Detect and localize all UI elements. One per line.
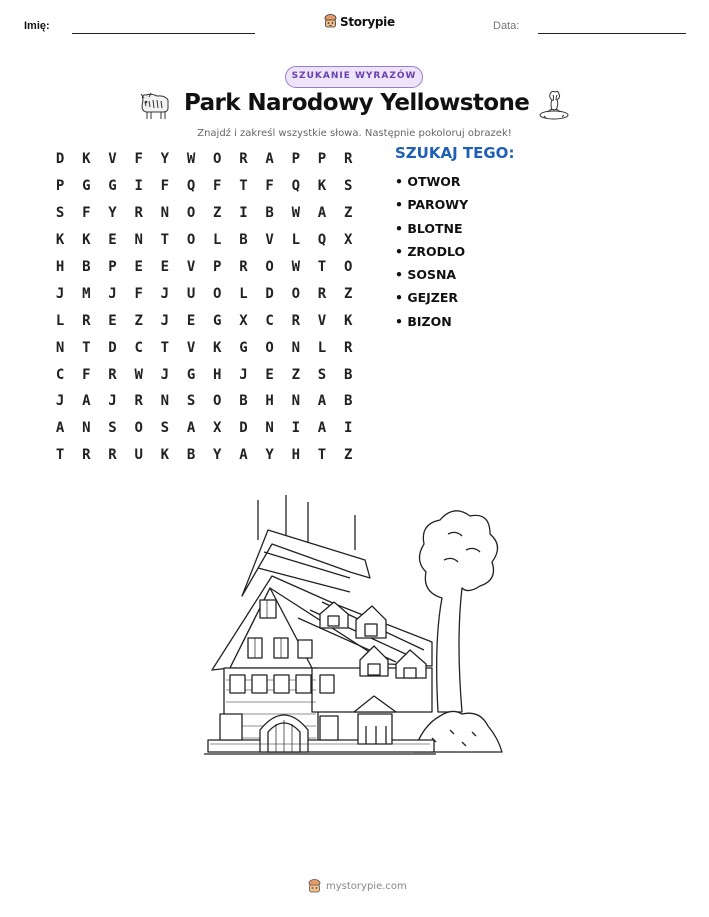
footer [308, 879, 407, 894]
grid-cell[interactable]: R [108, 447, 117, 464]
worksheet-header [0, 14, 709, 44]
grid-cell[interactable]: E [160, 259, 170, 275]
grid-cell[interactable]: H [213, 366, 222, 383]
grid-cell[interactable]: L [317, 339, 327, 356]
grid-cell[interactable]: H [291, 447, 300, 464]
grid-row [47, 146, 361, 173]
grid-cell[interactable]: O [343, 259, 353, 275]
word-list-item: • BLOTNE [395, 220, 463, 236]
grid-row [47, 415, 361, 442]
grid-cell[interactable]: C [134, 339, 143, 356]
grid-cell[interactable]: L [291, 232, 300, 249]
grid-cell[interactable]: P [291, 151, 300, 168]
grid-cell[interactable]: W [134, 366, 143, 383]
grid-cell[interactable]: G [213, 312, 222, 329]
pie-mascot-icon [324, 14, 337, 29]
grid-cell[interactable]: N [160, 393, 170, 410]
grid-row [47, 280, 361, 307]
grid-cell[interactable]: V [186, 339, 196, 356]
grid-cell[interactable]: U [186, 285, 196, 302]
grid-cell[interactable]: Z [134, 312, 143, 329]
date-label: Data: [493, 20, 520, 32]
grid-cell[interactable]: K [160, 447, 170, 464]
grid-cell[interactable]: B [82, 259, 91, 275]
grid-cell[interactable]: A [265, 151, 274, 168]
page-title: Park Narodowy Yellowstone [184, 90, 530, 116]
grid-cell[interactable]: O [134, 420, 143, 437]
grid-cell[interactable]: U [134, 447, 143, 464]
grid-cell[interactable]: Z [343, 285, 353, 302]
grid-cell[interactable]: Y [213, 447, 222, 464]
grid-row [47, 361, 361, 388]
word-list-item: • PAROWY [395, 197, 469, 213]
word-list [395, 144, 514, 333]
grid-row [47, 334, 361, 361]
grid-row [47, 254, 361, 281]
grid-cell[interactable]: D [239, 420, 248, 437]
grid-cell[interactable]: K [343, 312, 353, 329]
grid-cell[interactable]: F [134, 285, 143, 302]
grid-cell[interactable]: O [265, 259, 274, 275]
grid-cell[interactable]: J [160, 285, 170, 302]
word-list-item: • BIZON [395, 313, 452, 329]
grid-cell[interactable]: Z [343, 447, 353, 464]
grid-cell[interactable]: W [186, 151, 196, 168]
grid-cell[interactable]: P [108, 259, 117, 275]
grid-cell[interactable]: G [82, 178, 91, 195]
grid-cell[interactable]: T [160, 339, 170, 356]
grid-cell[interactable]: K [213, 339, 222, 356]
grid-cell[interactable]: V [317, 312, 327, 329]
grid-cell[interactable]: K [55, 232, 65, 249]
grid-cell[interactable]: R [291, 312, 300, 329]
grid-row [47, 200, 361, 227]
grid-cell[interactable]: K [82, 232, 91, 249]
grid-cell[interactable]: N [291, 393, 300, 410]
grid-cell[interactable]: Z [213, 205, 222, 222]
grid-cell[interactable]: P [317, 151, 327, 168]
grid-cell[interactable]: B [239, 232, 248, 249]
grid-cell[interactable]: B [343, 393, 353, 410]
grid-cell[interactable]: F [82, 366, 91, 383]
grid-cell[interactable]: N [82, 420, 91, 437]
grid-cell[interactable]: S [343, 178, 353, 195]
grid-cell[interactable]: A [317, 393, 327, 410]
grid-cell[interactable]: V [108, 151, 117, 168]
grid-cell[interactable]: A [317, 205, 327, 222]
grid-cell[interactable]: L [239, 285, 248, 302]
word-list-title: SZUKAJ TEGO: [395, 144, 515, 162]
grid-cell[interactable]: V [186, 259, 196, 275]
geyser-icon [538, 88, 570, 124]
word-list-item: • SOSNA [395, 267, 457, 283]
grid-cell[interactable]: C [55, 366, 65, 383]
grid-cell[interactable]: N [160, 205, 170, 222]
grid-cell[interactable]: X [213, 420, 222, 437]
grid-cell[interactable]: R [317, 285, 327, 302]
grid-row [47, 307, 361, 334]
grid-cell[interactable]: P [213, 259, 222, 275]
grid-cell[interactable]: J [108, 393, 117, 410]
grid-cell[interactable]: X [343, 232, 353, 249]
grid-cell[interactable]: W [291, 205, 300, 222]
grid-cell[interactable]: T [82, 339, 91, 356]
grid-row [47, 227, 361, 254]
word-list-item: • ZRODLO [395, 243, 466, 259]
grid-cell[interactable]: O [186, 232, 196, 249]
grid-cell[interactable]: E [108, 232, 117, 249]
grid-row [47, 388, 361, 415]
grid-cell[interactable]: S [160, 420, 170, 437]
grid-cell[interactable]: A [55, 420, 65, 437]
grid-cell[interactable]: Q [291, 178, 300, 195]
grid-cell[interactable]: J [108, 285, 117, 302]
grid-cell[interactable]: S [317, 366, 327, 383]
grid-cell[interactable]: R [239, 151, 248, 168]
date-field-line[interactable] [538, 33, 686, 34]
brand-logo [324, 14, 395, 29]
grid-cell[interactable]: T [239, 178, 248, 195]
grid-cell[interactable]: Q [317, 232, 327, 249]
grid-cell[interactable]: J [55, 393, 65, 410]
grid-cell[interactable]: O [265, 339, 274, 356]
grid-cell[interactable]: L [213, 232, 222, 249]
grid-cell[interactable]: J [160, 312, 170, 329]
grid-cell[interactable]: R [239, 259, 248, 275]
grid-cell[interactable]: F [265, 178, 274, 195]
lodge-and-geyser-illustration [200, 490, 510, 765]
grid-cell[interactable]: B [265, 205, 274, 222]
footer-url[interactable]: mystorypie.com [326, 881, 407, 892]
grid-cell[interactable]: T [160, 232, 170, 249]
grid-cell[interactable]: B [186, 447, 196, 464]
grid-cell[interactable]: Y [160, 151, 170, 168]
grid-row [47, 442, 361, 469]
grid-cell[interactable]: Z [343, 205, 353, 222]
grid-cell[interactable]: O [213, 285, 222, 302]
grid-cell[interactable]: K [82, 151, 91, 168]
grid-cell[interactable]: N [291, 339, 300, 356]
grid-cell[interactable]: D [265, 285, 274, 302]
grid-cell[interactable]: A [317, 420, 327, 437]
worksheet-type-badge: SZUKANIE WYRAZÓW [285, 66, 423, 88]
grid-cell[interactable]: L [55, 312, 65, 329]
grid-cell[interactable]: O [186, 205, 196, 222]
grid-cell[interactable]: A [239, 447, 248, 464]
grid-cell[interactable]: B [343, 366, 353, 383]
grid-cell[interactable]: I [291, 420, 300, 437]
grid-cell[interactable]: D [55, 151, 65, 168]
grid-cell[interactable]: H [55, 259, 65, 275]
grid-cell[interactable]: S [186, 393, 196, 410]
word-search-grid [47, 146, 361, 469]
grid-cell[interactable]: H [265, 393, 274, 410]
brand-name: Storypie [340, 14, 395, 29]
grid-cell[interactable]: Z [291, 366, 300, 383]
grid-cell[interactable]: E [134, 259, 143, 275]
grid-cell[interactable]: I [134, 178, 143, 195]
grid-cell[interactable]: F [213, 178, 222, 195]
grid-cell[interactable]: O [213, 151, 222, 168]
grid-cell[interactable]: I [343, 420, 353, 437]
grid-cell[interactable]: T [55, 447, 65, 464]
grid-cell[interactable]: Y [108, 205, 117, 222]
grid-cell[interactable]: F [134, 151, 143, 168]
grid-cell[interactable]: F [160, 178, 170, 195]
name-field-line[interactable] [72, 33, 255, 34]
grid-cell[interactable]: Y [265, 447, 274, 464]
word-list-item: • GEJZER [395, 290, 459, 306]
grid-cell[interactable]: X [239, 312, 248, 329]
grid-cell[interactable]: V [265, 232, 274, 249]
grid-cell[interactable]: D [108, 339, 117, 356]
grid-cell[interactable]: E [186, 312, 196, 329]
grid-cell[interactable]: N [134, 232, 143, 249]
grid-cell[interactable]: E [265, 366, 274, 383]
grid-cell[interactable]: N [55, 339, 65, 356]
grid-cell[interactable]: F [82, 205, 91, 222]
grid-cell[interactable]: O [213, 393, 222, 410]
grid-cell[interactable]: K [317, 178, 327, 195]
grid-cell[interactable]: W [291, 259, 300, 275]
grid-cell[interactable]: R [343, 339, 353, 356]
grid-cell[interactable]: P [55, 178, 65, 195]
grid-cell[interactable]: J [239, 366, 248, 383]
bison-icon [137, 90, 173, 122]
grid-cell[interactable]: R [82, 447, 91, 464]
grid-cell[interactable]: G [239, 339, 248, 356]
grid-cell[interactable]: Q [186, 178, 196, 195]
grid-cell[interactable]: E [108, 312, 117, 329]
grid-cell[interactable]: S [55, 205, 65, 222]
grid-cell[interactable]: A [186, 420, 196, 437]
grid-cell[interactable]: T [317, 259, 327, 275]
pie-mascot-icon [308, 879, 321, 894]
grid-cell[interactable]: R [108, 366, 117, 383]
grid-cell[interactable]: R [134, 393, 143, 410]
grid-cell[interactable]: C [265, 312, 274, 329]
grid-cell[interactable]: S [108, 420, 117, 437]
grid-row [47, 173, 361, 200]
grid-cell[interactable]: I [239, 205, 248, 222]
grid-cell[interactable]: G [186, 366, 196, 383]
grid-cell[interactable]: T [317, 447, 327, 464]
grid-cell[interactable]: J [160, 366, 170, 383]
instructions: Znajdź i zakreśl wszystkie słowa. Następnie pokoloruj obrazek! [197, 128, 512, 139]
grid-cell[interactable]: J [55, 285, 65, 302]
grid-cell[interactable]: M [82, 285, 91, 302]
grid-cell[interactable]: N [265, 420, 274, 437]
grid-cell[interactable]: R [82, 312, 91, 329]
grid-cell[interactable]: R [134, 205, 143, 222]
word-list-item: • OTWOR [395, 174, 461, 189]
grid-cell[interactable]: G [108, 178, 117, 195]
grid-cell[interactable]: A [82, 393, 91, 410]
grid-cell[interactable]: R [343, 151, 353, 168]
grid-cell[interactable]: O [291, 285, 300, 302]
grid-cell[interactable]: B [239, 393, 248, 410]
name-label: Imię: [24, 20, 50, 32]
